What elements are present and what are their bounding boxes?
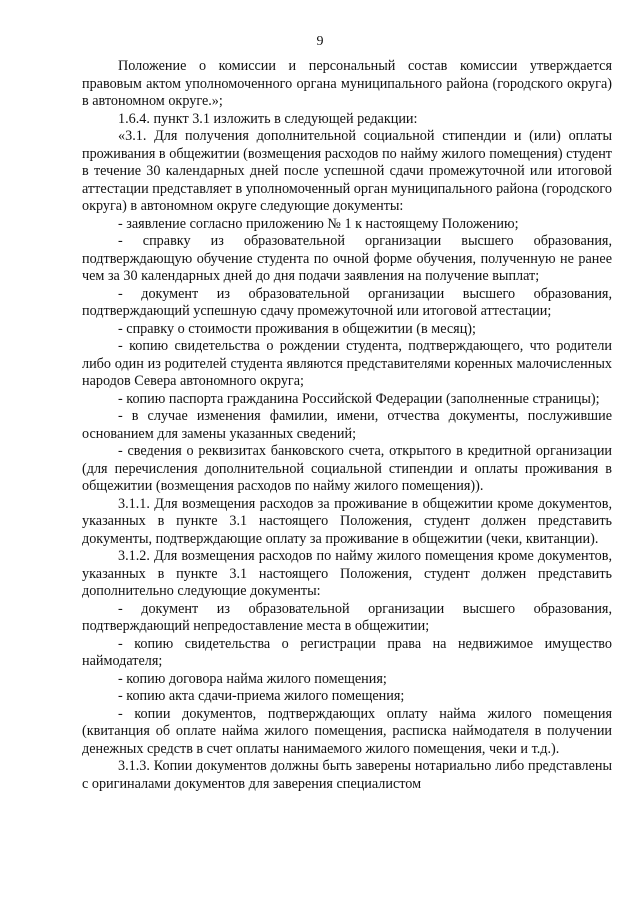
page-number: 9 (316, 34, 324, 49)
list-item-application: - заявление согласно приложению № 1 к настоящему Положению; (118, 215, 519, 232)
list-item-dormitory-cost: - справку о стоимости проживания в общежитии (в месяц); (118, 320, 476, 337)
paragraph-1-6-4: 1.6.4. пункт 3.1 изложить в следующей редакции: (118, 110, 418, 127)
list-item-no-dormitory: - документ из образовательной организации высшего образования, подтверждающий непредоставление места в общежитии; (82, 600, 612, 634)
list-item-rental-agreement: - копию договора найма жилого помещения; (118, 670, 387, 687)
paragraph-3-1-1: 3.1.1. Для возмещения расходов за проживание в общежитии кроме документов, указанных в пункте 3.1 настоящего Положения, студент должен представить документы, подтверждающие оплату за проживание в общежитии (чеки, квитанции). (82, 495, 612, 547)
paragraph-commission-composition: Положение о комиссии и персональный состав комиссии утверждается правовым актом уполномоченного органа муниципального района (городского округа) в автономном округе.»; (82, 58, 612, 109)
list-item-study-certificate: - справку из образовательной организации высшего образования, подтверждающую обучение студента по очной форме обучения, полученную не ранее чем за 30 календарных дней до дня подачи заявления на получение выплат; (82, 233, 612, 284)
list-item-attestation-document: - документ из образовательной организации высшего образования, подтверждающий успешную сдачу промежуточной или итоговой аттестации; (82, 285, 612, 319)
list-item-property-registration: - копию свидетельства о регистрации права на недвижимое имущество наймодателя; (82, 635, 612, 669)
list-item-birth-certificate: - копию свидетельства о рождении студента, подтверждающего, что родители либо один из родителей студента являются представителями коренных малочисленных народов Севера автономного округа; (82, 338, 612, 389)
list-item-payment-documents: - копии документов, подтверждающих оплату найма жилого помещения (квитанция об оплате найма жилого помещения, расписка наймодателя в получении денежных средств в счет оплаты нанимаемого жилого помещения, чеки и т.д.). (82, 705, 612, 757)
list-item-name-change: - в случае изменения фамилии, имени, отчества документы, послужившие основанием для замены указанных сведений; (82, 408, 612, 442)
paragraph-3-1-3: 3.1.3. Копии документов должны быть заверены нотариально либо представлены с оригиналами документов для заверения специалистом (82, 758, 612, 792)
paragraph-3-1-2: 3.1.2. Для возмещения расходов по найму жилого помещения кроме документов, указанных в пункте 3.1 настоящего Положения, студент должен представить дополнительно следующие документы: (82, 548, 612, 599)
document-body (82, 58, 612, 793)
list-item-acceptance-act: - копию акта сдачи-приема жилого помещения; (118, 688, 405, 704)
paragraph-3-1: «3.1. Для получения дополнительной социальной стипендии и (или) оплаты проживания в общежитии (возмещения расходов по найму жилого помещения) студент в течение 30 календарных дней после успешной сдачи промежуточной или итоговой аттестации представляет в уполномоченный орган муниципального района (городского округа) в автономном округе следующие документы: (82, 128, 612, 214)
list-item-passport: - копию паспорта гражданина Российской Федерации (заполненные страницы); (118, 390, 600, 407)
list-item-bank-details: - сведения о реквизитах банковского счета, открытого в кредитной организации (для перечисления дополнительной социальной стипендии и оплаты проживания в общежитии (возмещения расходов по найму жилого помещения)). (82, 443, 612, 494)
